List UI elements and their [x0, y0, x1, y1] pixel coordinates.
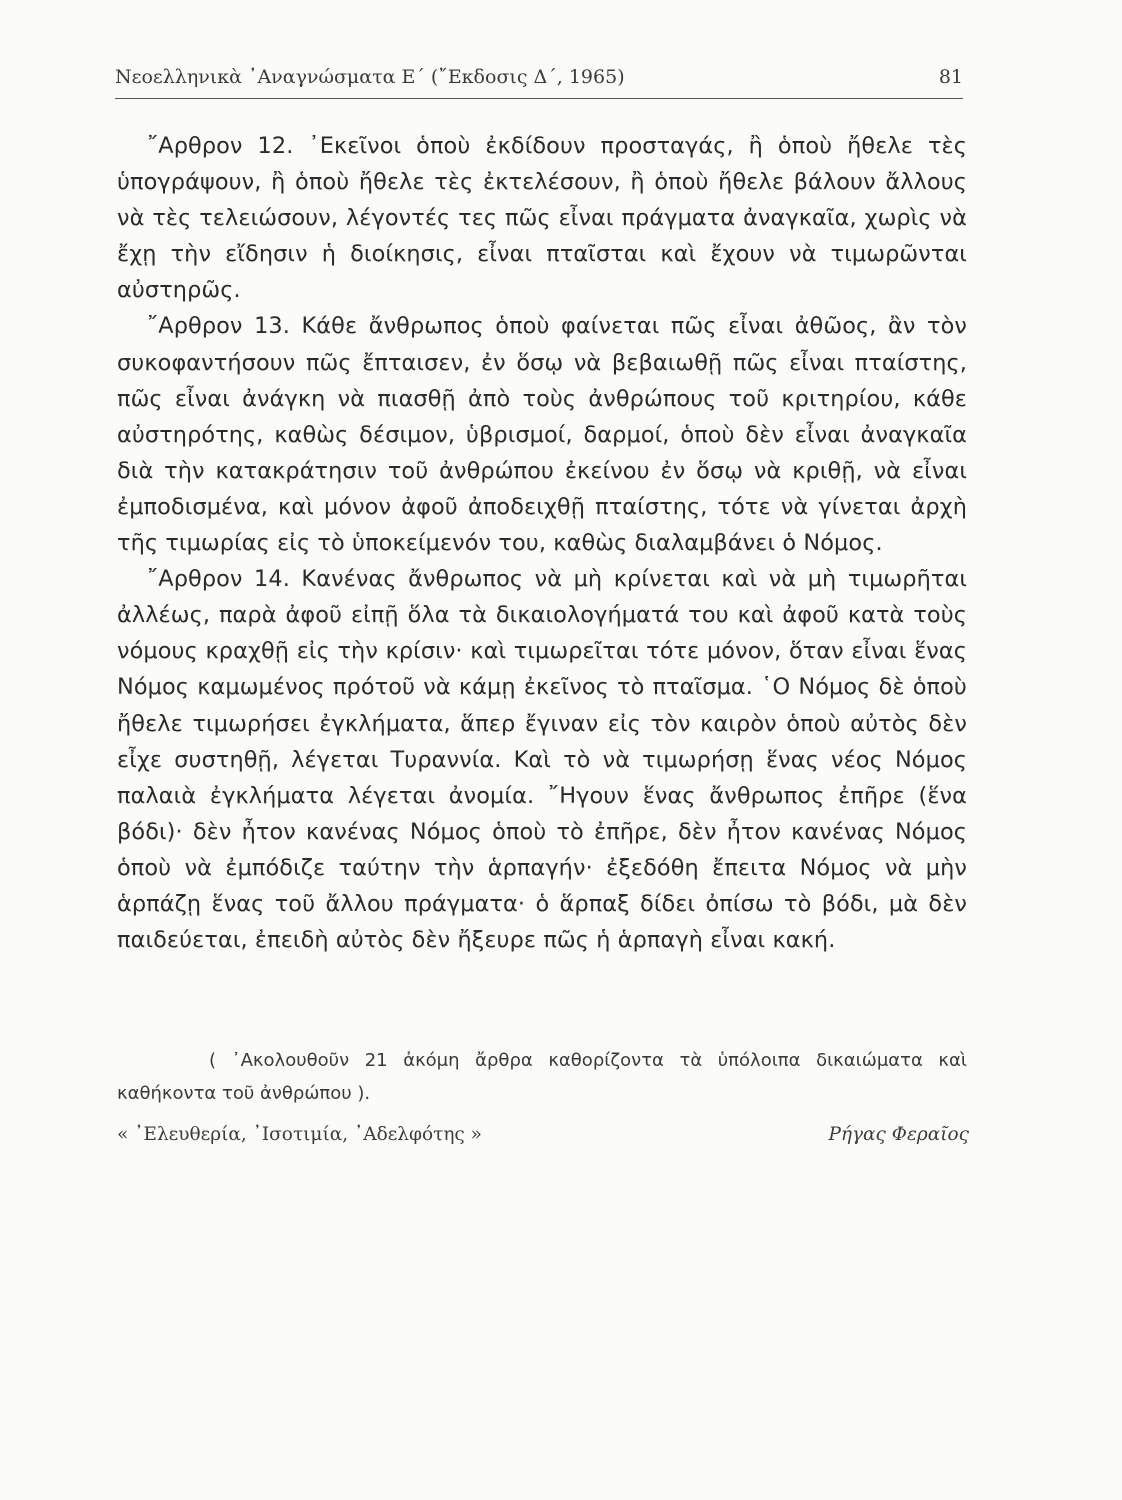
page-number: 81: [938, 66, 963, 88]
header-rule: [115, 98, 963, 99]
author-name: Ρήγας Φεραῖος: [828, 1124, 969, 1145]
article-12: ῎Αρθρον 12. ᾿Εκεῖνοι ὁποὺ ἐκδίδουν προσταγάς, ἢ ὁποὺ ἤθελε τὲς ὑπογράψουν, ἢ ὁποὺ ἤθελε τὲς ἐκτελέσουν, ἢ ὁποὺ ἤθελε βάλουν ἄλλους νὰ τὲς τελειώσουν, λέγοντές τες πῶς εἶναι πράγματα ἀναγκαῖα, χωρὶς νὰ ἔχῃ τὴν εἴδησιν ἡ διοίκησις, εἶναι πταῖσται καὶ ἔχουν νὰ τιμωρῶνται αὐστηρῶς.: [117, 133, 967, 304]
article-14: ῎Αρθρον 14. Κανένας ἄνθρωπος νὰ μὴ κρίνεται καὶ νὰ μὴ τιμωρῆται ἀλλέως, παρὰ ἀφοῦ εἰπῇ ὅλα τὰ δικαιολογήματά του καὶ ἀφοῦ κατὰ τοὺς νόμους κραχθῇ εἰς τὴν κρίσιν· καὶ τιμωρεῖται τότε μόνον, ὅταν εἶναι ἕνας Νόμος καμωμένος πρότοῦ νὰ κάμῃ ἐκεῖνος τὸ πταῖσμα. ῾Ο Νόμος δὲ ὁποὺ ἤθελε τιμωρήσει ἐγκλήματα, ἅπερ ἔγιναν εἰς τὸν καιρὸν ὁποὺ αὐτὸς δὲν εἶχε συστηθῇ, λέγεται Τυραννία. Καὶ τὸ νὰ τιμωρήσῃ ἕνας νέος Νόμος παλαιὰ ἐγκλήματα λέγεται ἀνομία. ῎Ηγουν ἕνας ἄνθρωπος ἐπῆρε (ἕνα βόδι)· δὲν ἦτον κανένας Νόμος ὁποὺ τὸ ἐπῆρε, δὲν ἦτον κανένας Νόμος ὁποὺ νὰ ἐμπόδιζε ταύτην τὴν ἁρπαγήν· ἐξεδόθη ἔπειτα Νόμος νὰ μὴν ἁρπάζῃ ἕνας τοῦ ἄλλου πράγματα· ὁ ἅρπαξ δίδει ὀπίσω τὸ βόδι, μὰ δὲν παιδεύεται, ἐπειδὴ αὐτὸς δὲν ἤξευρε πῶς ἡ ἁρπαγὴ εἶναι κακή.: [117, 566, 967, 954]
signature-line: [117, 1124, 969, 1154]
article-13: ῎Αρθρον 13. Κάθε ἄνθρωπος ὁποὺ φαίνεται πῶς εἶναι ἀθῶος, ἂν τὸν συκοφαντήσουν πῶς ἔπταισεν, ἐν ὅσῳ νὰ βεβαιωθῇ πῶς εἶναι πταίστης, πῶς εἶναι ἀνάγκη νὰ πιασθῇ ἀπὸ τοὺς ἀνθρώπους τοῦ κριτηρίου, κάθε αὐστηρότης, καθὼς δέσιμον, ὑβρισμοί, δαρμοί, ὁποὺ δὲν εἶναι ἀναγκαῖα διὰ τὴν κατακράτησιν τοῦ ἀνθρώπου ἐκείνου ἐν ὅσῳ νὰ κριθῇ, νὰ εἶναι ἐμποδισμένα, καὶ μόνον ἀφοῦ ἀποδειχθῇ πταίστης, τότε νὰ γίνεται ἀρχὴ τῆς τιμωρίας εἰς τὸ ὑποκείμενόν του, καθὼς διαλαμβάνει ὁ Νόμος.: [117, 313, 967, 557]
editor-note: ( ᾿Ακολουθοῦν 21 ἀκόμη ἄρθρα καθορίζοντα τὰ ὑπόλοιπα δικαιώματα καὶ καθήκοντα τοῦ ἀνθρώπου ).: [117, 1050, 967, 1104]
header-title: Νεοελληνικὰ ᾿Αναγνώσματα Ε΄ (῎Εκδοσις Δ΄, 1965): [115, 66, 625, 88]
running-header: [115, 62, 963, 96]
motto: « ᾿Ελευθερία, ᾿Ισοτιμία, ᾿Αδελφότης »: [117, 1124, 482, 1145]
body-text: [117, 128, 967, 958]
